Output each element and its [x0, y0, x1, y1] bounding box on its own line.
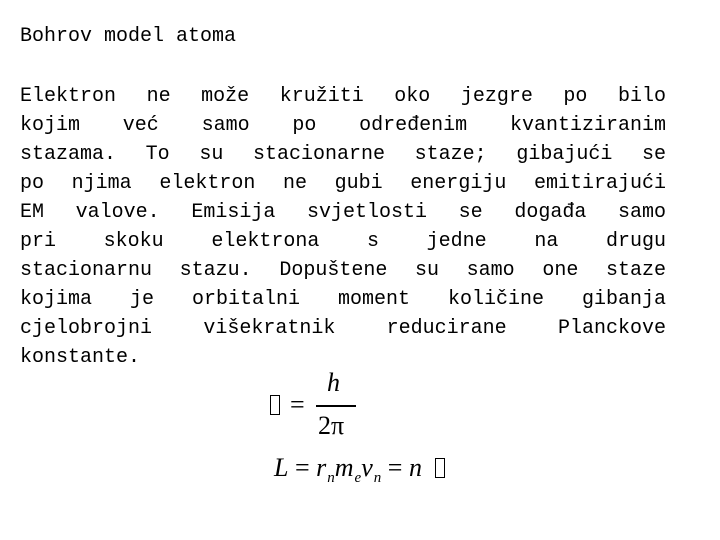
paragraph-line: kojima je orbitalni moment količine gibanja [20, 288, 666, 311]
paragraph-line: stazama. To su stacionarne staze; gibajući se [20, 143, 666, 166]
missing-glyph-box-icon [270, 395, 280, 415]
symbol-L: L [274, 453, 289, 482]
subscript-n: n [327, 470, 335, 486]
numerator-h: h [327, 368, 340, 397]
paragraph-line: kojim već samo po određenim kvantiziranim [20, 114, 666, 137]
paragraph-line: EM valove. Emisija svjetlosti se događa samo [20, 201, 666, 224]
symbol-v: v [361, 453, 373, 482]
equals-sign: = [387, 453, 403, 482]
document-title: Bohrov model atoma [20, 25, 237, 48]
subscript-n: n [373, 470, 382, 486]
missing-glyph-box-icon [435, 458, 445, 478]
angular-momentum-expression [274, 453, 422, 486]
paragraph-line: cjelobrojni višekratnik reducirane Planckove [20, 317, 666, 340]
paragraph-line: pri skoku elektrona s jedne na drugu [20, 230, 666, 253]
equals-sign: = [294, 453, 310, 482]
paragraph-line: stacionarnu stazu. Dopuštene su samo one staze [20, 259, 666, 282]
paragraph-line: po njima elektron ne gubi energiju emitirajući [20, 172, 666, 195]
symbol-r: r [316, 453, 327, 482]
symbol-n: n [408, 453, 422, 482]
equals-sign: = [290, 390, 305, 419]
subscript-e: e [354, 470, 362, 486]
symbol-m: m [334, 453, 354, 482]
body-paragraph [20, 82, 666, 372]
denominator-2pi: 2π [318, 411, 345, 440]
paragraph-line: konstante. [20, 346, 141, 369]
fraction-bar [316, 405, 356, 407]
paragraph-line: Elektron ne može kružiti oko jezgre po bilo [20, 85, 666, 108]
